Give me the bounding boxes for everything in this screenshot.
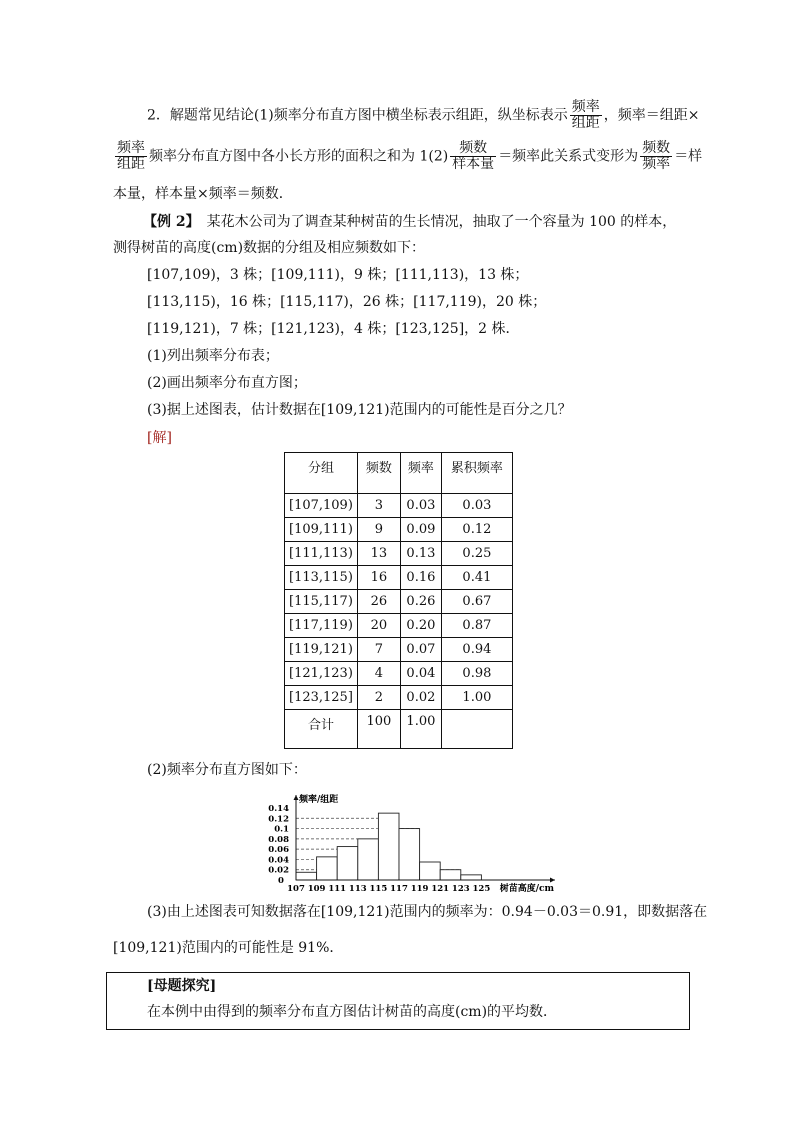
solution-label: [解]	[147, 430, 172, 446]
y-tick-label: 0.06	[268, 845, 289, 856]
table-total-cell: 1.00	[400, 710, 441, 749]
histogram-bar	[358, 839, 379, 880]
table-cell: [111,113)	[285, 542, 358, 566]
table-cell: 0.12	[441, 518, 512, 542]
table-cell: 9	[357, 518, 400, 542]
table-header-row	[285, 453, 513, 494]
x-tick-label: 119	[410, 884, 429, 894]
tips-line-3: 本量，样本量×频率＝频数．	[113, 186, 293, 202]
example-intro-2: 测得树苗的高度(cm)数据的分组及相应频数如下：	[113, 240, 426, 256]
table-row	[285, 590, 513, 614]
y-tick-label: 0.12	[268, 814, 289, 825]
table-cell: 16	[357, 566, 400, 590]
table-row	[285, 662, 513, 686]
table-total-cell: 合计	[285, 710, 358, 749]
table-cell: 26	[357, 590, 400, 614]
table-header-cell: 频率	[400, 453, 441, 494]
x-tick-label: 115	[369, 884, 388, 894]
x-tick-label: 121	[431, 884, 450, 894]
table-row	[285, 638, 513, 662]
tips-line-2: $\frac{\text{频率}}{\text{组距}}$ 频率分布直方图中各小长方形的面积之和为 1(2) $\frac{\text{频数}}{\text{样本量}}$ ＝频率此关系式变形为 $\frac{\text{频数}}{\text{频率}}$ ＝样	[117, 140, 703, 172]
x-axis-title: 树苗高度/cm	[499, 884, 554, 894]
table-cell: [123,125]	[285, 686, 358, 710]
answer-3-line-1: (3)由上述图表可知数据落在[109,121)范围内的频率为：0.94－0.03＝0.91，即数据落在	[147, 904, 708, 920]
table-cell: [119,121)	[285, 638, 358, 662]
y-tick-label: 0.08	[268, 834, 289, 845]
table-cell: 13	[357, 542, 400, 566]
box-text: 在本例中由得到的频率分布直方图估计树苗的高度(cm)的平均数．	[147, 1004, 558, 1020]
y-tick-label: 0.02	[268, 865, 289, 876]
table-header-cell: 频数	[357, 453, 400, 494]
table-row	[285, 686, 513, 710]
table-cell: 0.98	[441, 662, 512, 686]
x-tick-label: 111	[328, 884, 347, 894]
table-cell: 0.25	[441, 542, 512, 566]
box-title: [母题探究]	[147, 978, 217, 994]
x-tick-label: 123	[451, 884, 470, 894]
histogram-bar	[399, 829, 420, 880]
example-data-2: [113,115)，16 株；[115,117)，26 株；[117,119)，20 株；	[147, 294, 547, 310]
table-cell: [115,117)	[285, 590, 358, 614]
table-cell: 0.03	[400, 494, 441, 518]
histogram-bar	[378, 813, 399, 880]
table-cell: 0.20	[400, 614, 441, 638]
table-cell: 1.00	[441, 686, 512, 710]
table-total-row	[285, 710, 513, 749]
table-cell: [107,109)	[285, 494, 358, 518]
table-cell: 0.87	[441, 614, 512, 638]
table-cell: 4	[357, 662, 400, 686]
table-cell: 0.94	[441, 638, 512, 662]
histogram-intro: (2)频率分布直方图如下：	[147, 762, 307, 778]
answer-3-line-2: [109,121)范围内的可能性是 91%．	[113, 940, 344, 956]
table-header-cell: 累积频率	[441, 453, 512, 494]
table-row	[285, 566, 513, 590]
question-2: (2)画出频率分布直方图；	[147, 375, 307, 391]
table-row	[285, 518, 513, 542]
mother-problem-box	[106, 972, 690, 1030]
table-cell: [121,123)	[285, 662, 358, 686]
tips-line-1: 2．解题常见结论(1)频率分布直方图中横坐标表示组距，纵坐标表示 $\frac{\text{频率}}{\text{组距}}$ ，频率＝组距×	[147, 99, 700, 131]
origin-label: 0	[278, 876, 284, 886]
x-tick-label: 117	[390, 884, 408, 894]
y-tick-label: 0.1	[274, 824, 289, 835]
question-1: (1)列出频率分布表；	[147, 348, 279, 364]
table-cell: 0.09	[400, 518, 441, 542]
table-cell: 0.04	[400, 662, 441, 686]
table-cell: 0.26	[400, 590, 441, 614]
table-header-cell: 分组	[285, 453, 358, 494]
y-axis-title: 频率/组距	[299, 795, 339, 805]
table-row	[285, 614, 513, 638]
table-cell: 7	[357, 638, 400, 662]
fraction-count-over-freq: $\frac{\text{频数}}{\text{频率}}$	[642, 140, 671, 172]
table-cell: [117,119)	[285, 614, 358, 638]
frequency-table	[284, 452, 513, 749]
histogram-bar	[420, 862, 441, 880]
fraction-freq-over-width: $\frac{\text{频率}}{\text{组距}}$	[571, 99, 600, 131]
x-tick-label: 113	[348, 884, 367, 894]
example-data-3: [119,121)，7 株；[121,123)，4 株；[123,125]，2 株．	[147, 321, 520, 337]
frequency-histogram	[262, 787, 562, 897]
table-cell: 3	[357, 494, 400, 518]
table-cell: 0.13	[400, 542, 441, 566]
question-3: (3)据上述图表，估计数据在[109,121)范围内的可能性是百分之几？	[147, 402, 572, 418]
x-tick-label: 109	[307, 884, 326, 894]
table-cell: 0.16	[400, 566, 441, 590]
y-tick-label: 0.04	[268, 855, 289, 866]
table-total-cell	[441, 710, 512, 749]
histogram-bar	[461, 875, 482, 880]
table-cell: 20	[357, 614, 400, 638]
table-cell: 0.07	[400, 638, 441, 662]
histogram-bar	[337, 847, 358, 880]
table-cell: [109,111)	[285, 518, 358, 542]
x-tick-label: 125	[472, 884, 491, 894]
example-tag: 【例 2】	[143, 214, 193, 230]
fraction-count-over-sample: $\frac{\text{频数}}{\text{样本量}}$	[452, 140, 495, 172]
table-row	[285, 494, 513, 518]
x-tick-label: 107	[287, 884, 305, 894]
histogram-bar	[296, 872, 317, 880]
table-cell: [113,115)	[285, 566, 358, 590]
y-tick-label: 0.14	[268, 804, 289, 814]
x-axis-arrow	[550, 878, 555, 883]
table-cell: 0.02	[400, 686, 441, 710]
histogram-bar	[317, 857, 338, 880]
y-axis-arrow	[294, 795, 299, 800]
example-intro-1: 【例 2】 某花木公司为了调查某种树苗的生长情况，抽取了一个容量为 100 的样本，	[143, 214, 677, 230]
table-cell: 0.03	[441, 494, 512, 518]
table-cell: 2	[357, 686, 400, 710]
table-cell: 0.67	[441, 590, 512, 614]
table-row	[285, 542, 513, 566]
histogram-bar	[440, 870, 461, 880]
table-total-cell: 100	[357, 710, 400, 749]
fraction-freq-over-width-2: $\frac{\text{频率}}{\text{组距}}$	[117, 140, 145, 172]
table-cell: 0.41	[441, 566, 512, 590]
example-data-1: [107,109)，3 株；[109,111)，9 株；[111,113)，13 株；	[147, 267, 529, 283]
